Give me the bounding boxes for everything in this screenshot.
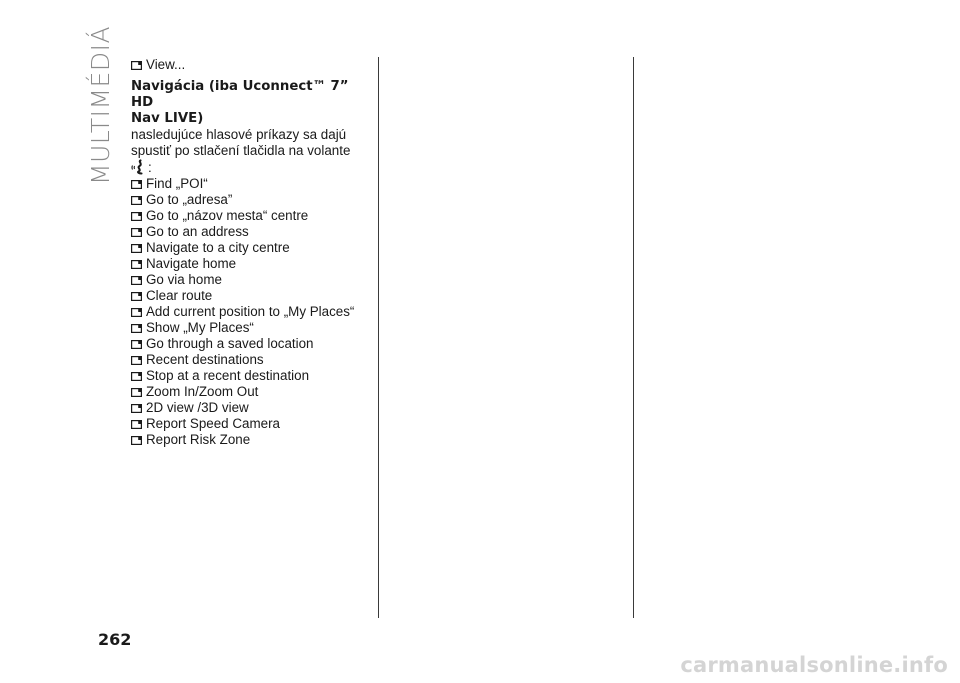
content-column: [131, 57, 371, 448]
list-item: [131, 304, 371, 320]
checkbox-icon: [131, 244, 142, 253]
checkbox-icon: [131, 180, 142, 189]
column-divider: [378, 57, 379, 618]
list-item-label: Report Risk Zone: [146, 432, 251, 447]
list-item: [131, 224, 371, 240]
list-item: [131, 272, 371, 288]
list-item: [131, 432, 371, 448]
checkbox-icon: [131, 388, 142, 397]
list-item: [131, 384, 371, 400]
list-item-label: Add current position to „My Places“: [146, 304, 355, 319]
checkbox-icon: [131, 404, 142, 413]
checkbox-icon: [131, 292, 142, 301]
checkbox-icon: [131, 324, 142, 333]
checkbox-icon: [131, 196, 142, 205]
checkbox-icon: [131, 372, 142, 381]
list-item: [131, 256, 371, 272]
list-item: [131, 192, 371, 208]
list-item-label: View...: [146, 57, 186, 72]
list-item-label: Go via home: [146, 272, 222, 287]
list-item: [131, 400, 371, 416]
section-title: MULTIMÉDIÁ: [86, 25, 115, 185]
checkbox-icon: [131, 260, 142, 269]
list-item: [131, 336, 371, 352]
checkbox-icon: [131, 356, 142, 365]
page-number: 262: [98, 630, 132, 649]
list-item-label: Go through a saved location: [146, 336, 314, 351]
list-item-label: Show „My Places“: [146, 320, 254, 335]
list-item-label: Stop at a recent destination: [146, 368, 310, 383]
voice-commands-list: [131, 176, 371, 448]
list-item-label: Clear route: [146, 288, 213, 303]
list-item: [131, 416, 371, 432]
list-item: [131, 208, 371, 224]
checkbox-icon: [131, 276, 142, 285]
list-item-label: Go to an address: [146, 224, 249, 239]
checkbox-icon: [131, 436, 142, 445]
list-item: [131, 176, 371, 192]
section-heading: Navigácia (iba Uconnect™ 7” HD Nav LIVE): [131, 79, 349, 126]
checkbox-icon: [131, 340, 142, 349]
list-item-label: 2D view /3D view: [146, 400, 249, 415]
list-item-label: Report Speed Camera: [146, 416, 280, 431]
list-item-label: Zoom In/Zoom Out: [146, 384, 259, 399]
list-item: [131, 368, 371, 384]
list-item: [131, 57, 371, 73]
list-item-label: Navigate home: [146, 256, 237, 271]
checkbox-icon: [131, 308, 142, 317]
list-item: [131, 320, 371, 336]
checkbox-icon: [131, 212, 142, 221]
column-divider: [633, 57, 634, 618]
list-item-label: Find „POI“: [146, 176, 208, 191]
intro-text: nasledujúce hlasové príkazy sa dajú spustiť po stlačení tlačidla na volante: [131, 127, 351, 158]
checkbox-icon: [131, 61, 142, 70]
checkbox-icon: [131, 228, 142, 237]
list-item: [131, 240, 371, 256]
list-item-label: Recent destinations: [146, 352, 264, 367]
list-item-label: Go to „názov mesta“ centre: [146, 208, 309, 223]
watermark: carmanualsonline.info: [680, 653, 948, 677]
checkbox-icon: [131, 420, 142, 429]
voice-command-icon: [131, 159, 147, 175]
voice-button-reference: :: [131, 159, 371, 175]
list-item-label: Navigate to a city centre: [146, 240, 290, 255]
list-item: [131, 288, 371, 304]
list-item: [131, 352, 371, 368]
list-item-label: Go to „adresa”: [146, 192, 233, 207]
